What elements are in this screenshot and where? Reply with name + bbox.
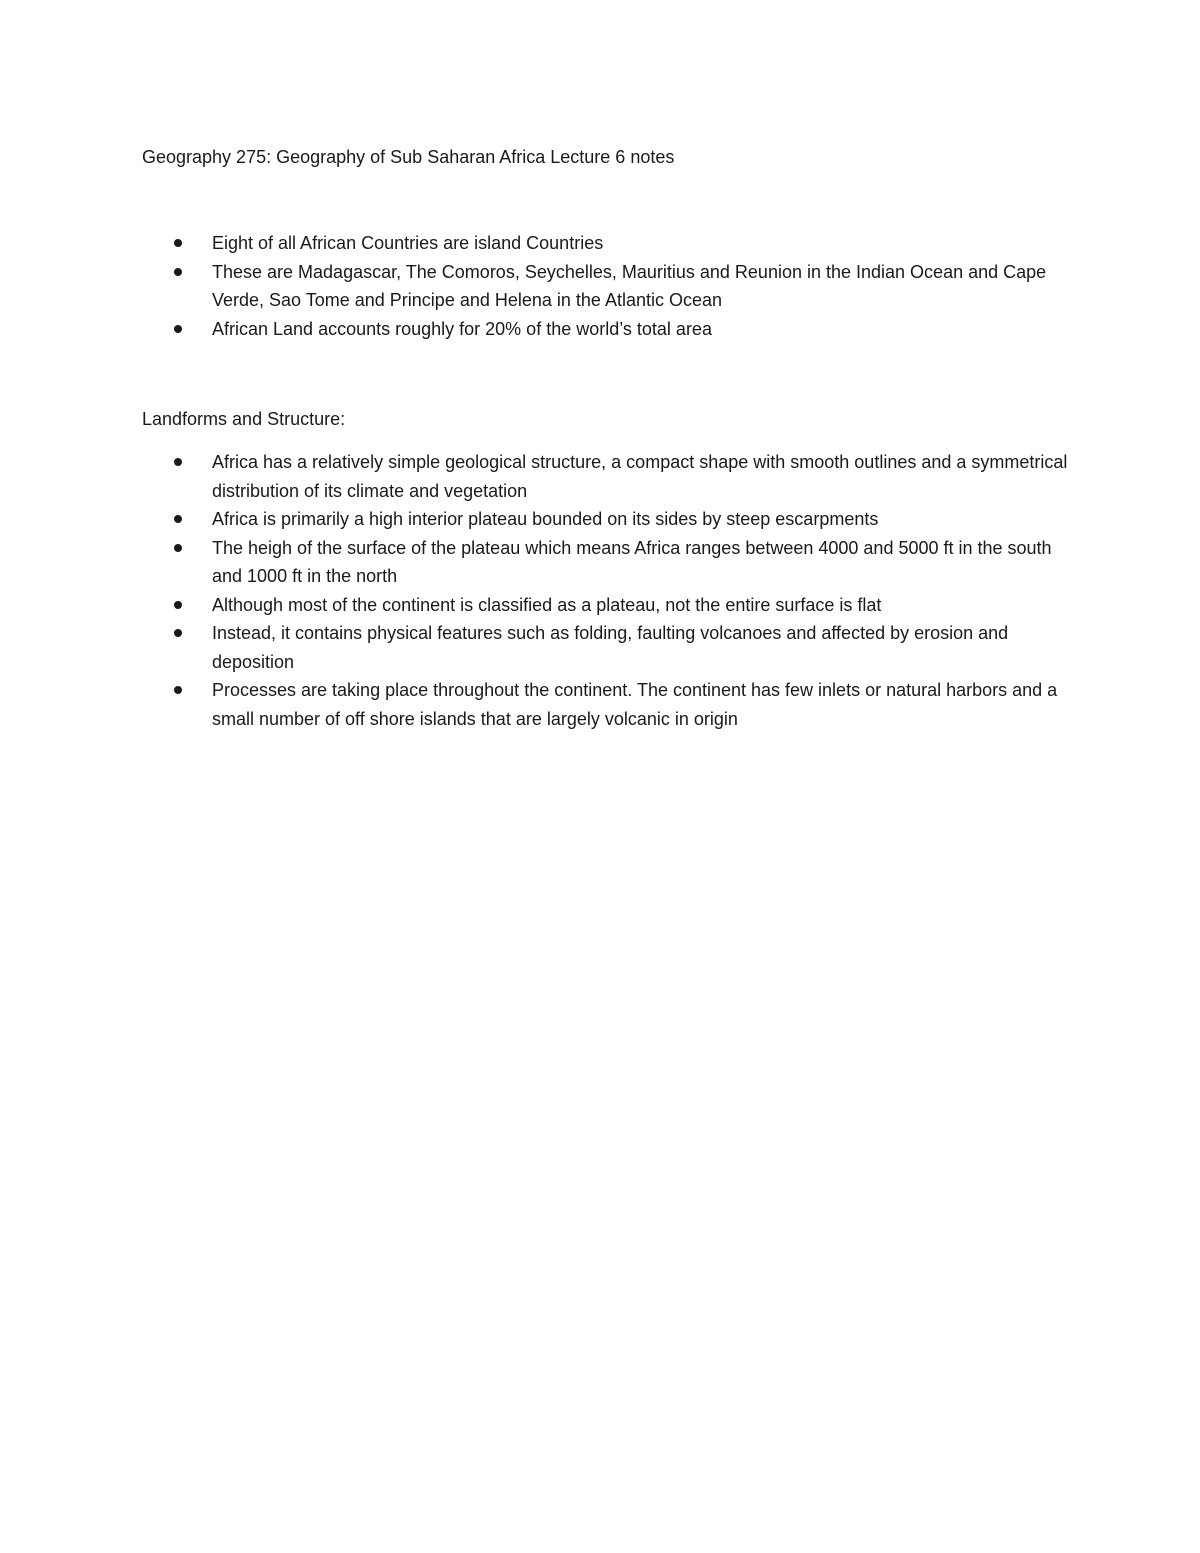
bullet-icon — [174, 239, 182, 247]
list-item-text: These are Madagascar, The Comoros, Seychelles, Mauritius and Reunion in the Indian Ocean and Cape Verde, Sao Tome and Principe and Helena in the Atlantic Ocean — [212, 261, 1047, 310]
bullet-icon — [174, 686, 182, 694]
bullet-icon — [174, 458, 182, 466]
bullet-icon — [174, 544, 182, 552]
bullet-icon — [174, 515, 182, 523]
landforms-bullet-list — [142, 448, 1072, 733]
bullet-icon — [174, 268, 182, 276]
list-item-text: The heigh of the surface of the plateau which means Africa ranges between 4000 and 5000 ft in the south and 1000 ft in the north — [212, 537, 1052, 586]
list-item — [142, 315, 1072, 344]
bullet-icon — [174, 629, 182, 637]
list-item — [142, 676, 1072, 733]
section-heading: Landforms and Structure: — [142, 409, 346, 429]
list-item-text: Although most of the continent is classified as a plateau, not the entire surface is flat — [212, 594, 882, 615]
list-item-text: Africa is primarily a high interior plateau bounded on its sides by steep escarpments — [212, 509, 879, 529]
list-item-text: Processes are taking place throughout the continent. The continent has few inlets or natural harbors and a small number of off shore islands that are largely volcanic in origin — [212, 680, 1058, 729]
list-item-text: Eight of all African Countries are island Countries — [212, 233, 604, 253]
list-item-text: Africa has a relatively simple geological structure, a compact shape with smooth outlines and a symmetrical distribution of its climate and vegetation — [212, 452, 1068, 501]
bullet-icon — [174, 325, 182, 333]
list-item — [142, 448, 1072, 505]
document-title: Geography 275: Geography of Sub Saharan Africa Lecture 6 notes — [142, 147, 675, 167]
list-item — [142, 258, 1072, 315]
bullet-icon — [174, 601, 182, 609]
list-item — [142, 229, 1072, 258]
list-item-text: African Land accounts roughly for 20% of the world’s total area — [212, 318, 712, 339]
intro-bullet-list — [142, 229, 1072, 343]
list-item — [142, 505, 1072, 534]
list-item-text: Instead, it contains physical features such as folding, faulting volcanoes and affected by erosion and deposition — [212, 623, 1009, 672]
list-item — [142, 534, 1072, 591]
list-item — [142, 591, 1072, 620]
list-item — [142, 619, 1072, 676]
